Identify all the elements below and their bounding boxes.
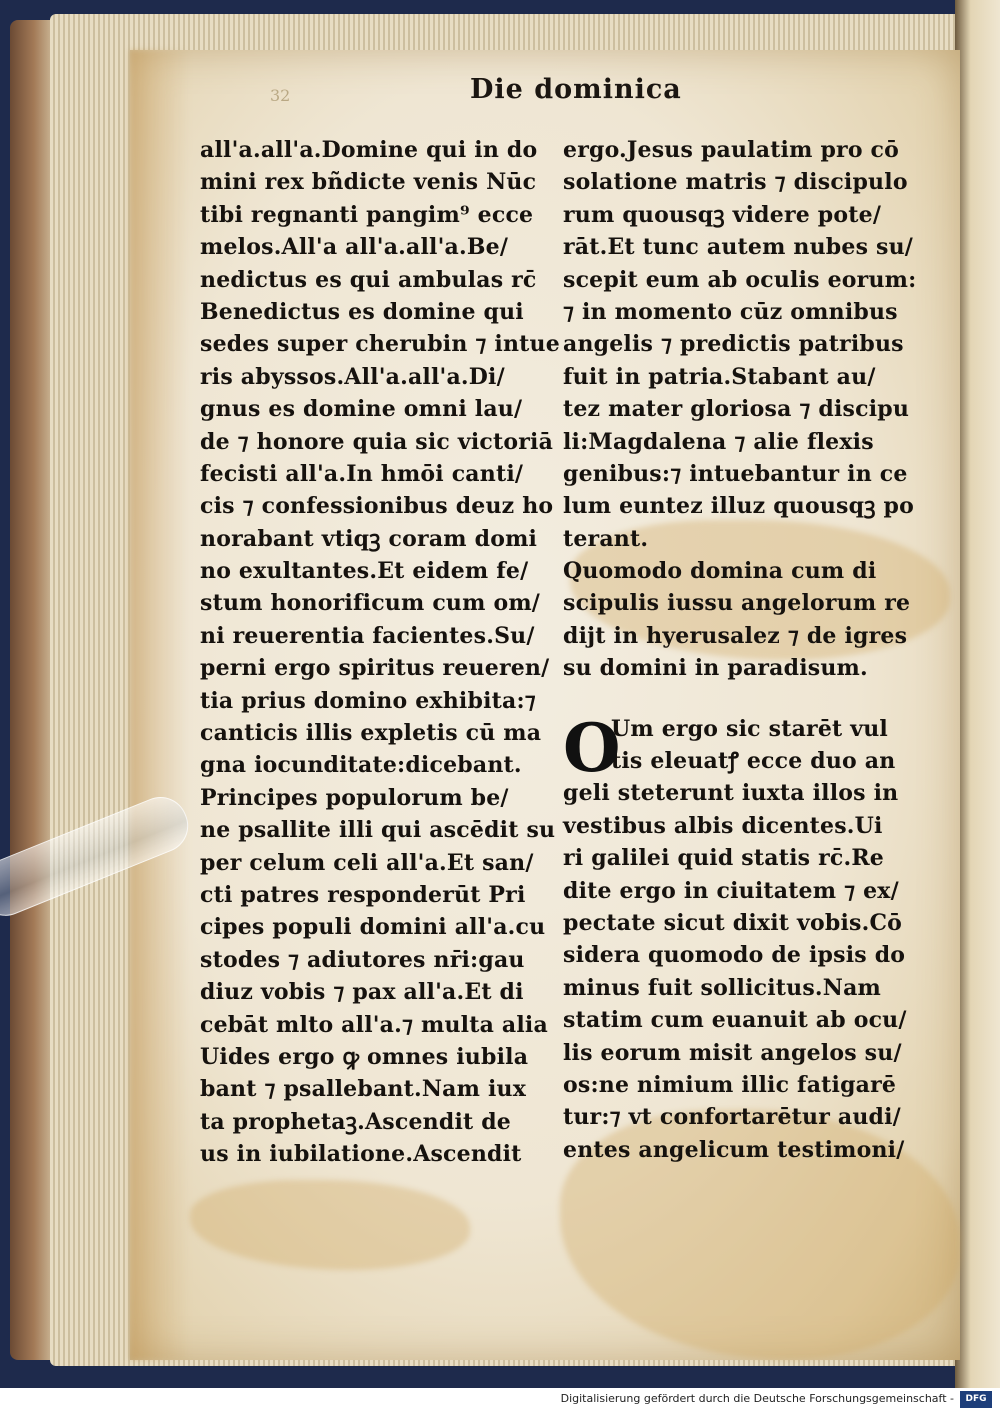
text-line: rum quousqꝫ videre pote/ — [563, 201, 882, 228]
text-line: gnus es domine omni lau/ — [200, 396, 523, 423]
text-line: fuit in patria.Stabant au/ — [563, 363, 876, 390]
text-line: us in iubilatione.Ascendit — [200, 1141, 522, 1168]
text-line: terant. — [563, 525, 649, 552]
edge-stain — [130, 50, 190, 1360]
text-line: tibi regnanti pangim⁹ ecce — [200, 201, 534, 228]
text-line: diuz vobis ⁊ pax all'a.Et di — [200, 979, 524, 1006]
text-line: per celum celi all'a.Et san/ — [200, 849, 534, 876]
text-line: sidera quomodo de ipsis do — [563, 942, 906, 969]
text-line: lis eorum misit angelos su/ — [563, 1039, 902, 1066]
text-line: ergo.Jesus paulatim pro cō — [563, 137, 900, 163]
footer-bar — [0, 1388, 1000, 1412]
text-line: ri galilei quid statis rc̄.Re — [563, 845, 885, 872]
facing-page-edge — [955, 0, 1000, 1388]
text-line: rāt.Et tunc autem nubes su/ — [563, 234, 914, 261]
text-line: Uides ergo ꝙ omnes iubila — [200, 1043, 529, 1070]
text-line: entes angelicum testimoni/ — [563, 1136, 905, 1163]
text-line: vestibus albis dicentes.Ui — [563, 812, 883, 839]
text-line: stodes ⁊ adiutores nr̄i:gau — [200, 946, 525, 973]
text-line: bant ⁊ psallebant.Nam iux — [200, 1076, 527, 1103]
text-column-left — [200, 134, 560, 1171]
text-line: ta prophetaꝫ.Ascendit de — [200, 1108, 512, 1135]
text-line: os:ne nimium illic fatigarē — [563, 1071, 897, 1098]
text-line: sedes super cherubin ⁊ intue — [200, 331, 560, 358]
text-line: angelis ⁊ predictis patribus — [563, 331, 904, 358]
text-line: lum euntez illuz quousqꝫ po — [563, 493, 914, 520]
text-line: cebāt mlto all'a.⁊ multa alia — [200, 1011, 548, 1038]
decorated-initial: O — [563, 708, 621, 787]
text-line: su domini in paradisum. — [563, 655, 868, 682]
text-line: statim cum euanuit ab ocu/ — [563, 1007, 907, 1034]
text-line: cti patres responderūt Pri — [200, 881, 526, 908]
text-line: dite ergo in ciuitatem ⁊ ex/ — [563, 877, 899, 904]
text-line: tis eleuatꝭ ecce duo an — [611, 748, 896, 775]
text-line: Quomodo domina cum di — [563, 558, 877, 585]
text-line: geli steterunt iuxta illos in — [563, 780, 899, 807]
text-line: all'a.all'a.Domine qui in do — [200, 137, 538, 163]
text-line: ne psallite illi qui ascēdit su — [200, 817, 556, 844]
right-column-top-block — [563, 134, 917, 685]
text-line: Um ergo sic starēt vul — [611, 715, 888, 742]
text-line: canticis illis expletis cū ma — [200, 720, 542, 747]
text-line: dijt in hyerusalez ⁊ de igres — [563, 622, 908, 649]
text-line: norabant vtiqꝫ coram domi — [200, 525, 538, 552]
text-column-right — [563, 134, 917, 1166]
text-line: mini rex bñdicte venis Nūc — [200, 169, 537, 196]
text-line: cis ⁊ confessionibus deuz ho — [200, 493, 554, 520]
folio-number: 32 — [270, 86, 291, 105]
text-line: tia prius domino exhibita:⁊ — [200, 687, 536, 714]
paragraph-with-initial — [563, 708, 908, 1166]
running-title: Die dominica — [470, 74, 682, 105]
text-line: no exultantes.Et eidem fe/ — [200, 558, 529, 585]
text-line: genibus:⁊ intuebantur in ce — [563, 460, 908, 487]
text-line: Benedictus es domine qui — [200, 298, 524, 325]
text-line: li:Magdalena ⁊ alie flexis — [563, 428, 874, 455]
text-line: scepit eum ab oculis eorum: — [563, 266, 917, 293]
text-line: ⁊ in momento cūz omnibus — [563, 298, 898, 325]
water-stain — [190, 1180, 470, 1270]
text-line: scipulis iussu angelorum re — [563, 590, 911, 617]
text-line: melos.All'a all'a.all'a.Be/ — [200, 234, 509, 261]
footer-credit: Digitalisierung gefördert durch die Deutsche Forschungsgemeinschaft - — [560, 1392, 954, 1405]
text-line: cipes populi domini all'a.cu — [200, 914, 546, 941]
text-line: tur:⁊ vt confortarētur audi/ — [563, 1104, 901, 1131]
dfg-logo-icon: DFG — [960, 1391, 992, 1408]
text-line: perni ergo spiritus reueren/ — [200, 655, 550, 682]
text-line: pectate sicut dixit vobis.Cō — [563, 909, 903, 936]
text-line: solatione matris ⁊ discipulo — [563, 169, 908, 196]
text-line: ni reuerentia facientes.Su/ — [200, 622, 535, 649]
text-line: nedictus es qui ambulas rc̄ — [200, 266, 537, 293]
text-line: tez mater gloriosa ⁊ discipu — [563, 396, 910, 423]
text-line: stum honorificum cum om/ — [200, 590, 541, 617]
text-line: de ⁊ honore quia sic victoriā — [200, 428, 554, 455]
text-line: fecisti all'a.In hmōi canti/ — [200, 460, 524, 487]
text-line: ris abyssos.All'a.all'a.Di/ — [200, 363, 505, 390]
text-line: minus fuit sollicitus.Nam — [563, 974, 882, 1001]
text-line: Principes populorum be/ — [200, 784, 509, 811]
text-line: gna iocunditate:dicebant. — [200, 752, 522, 779]
